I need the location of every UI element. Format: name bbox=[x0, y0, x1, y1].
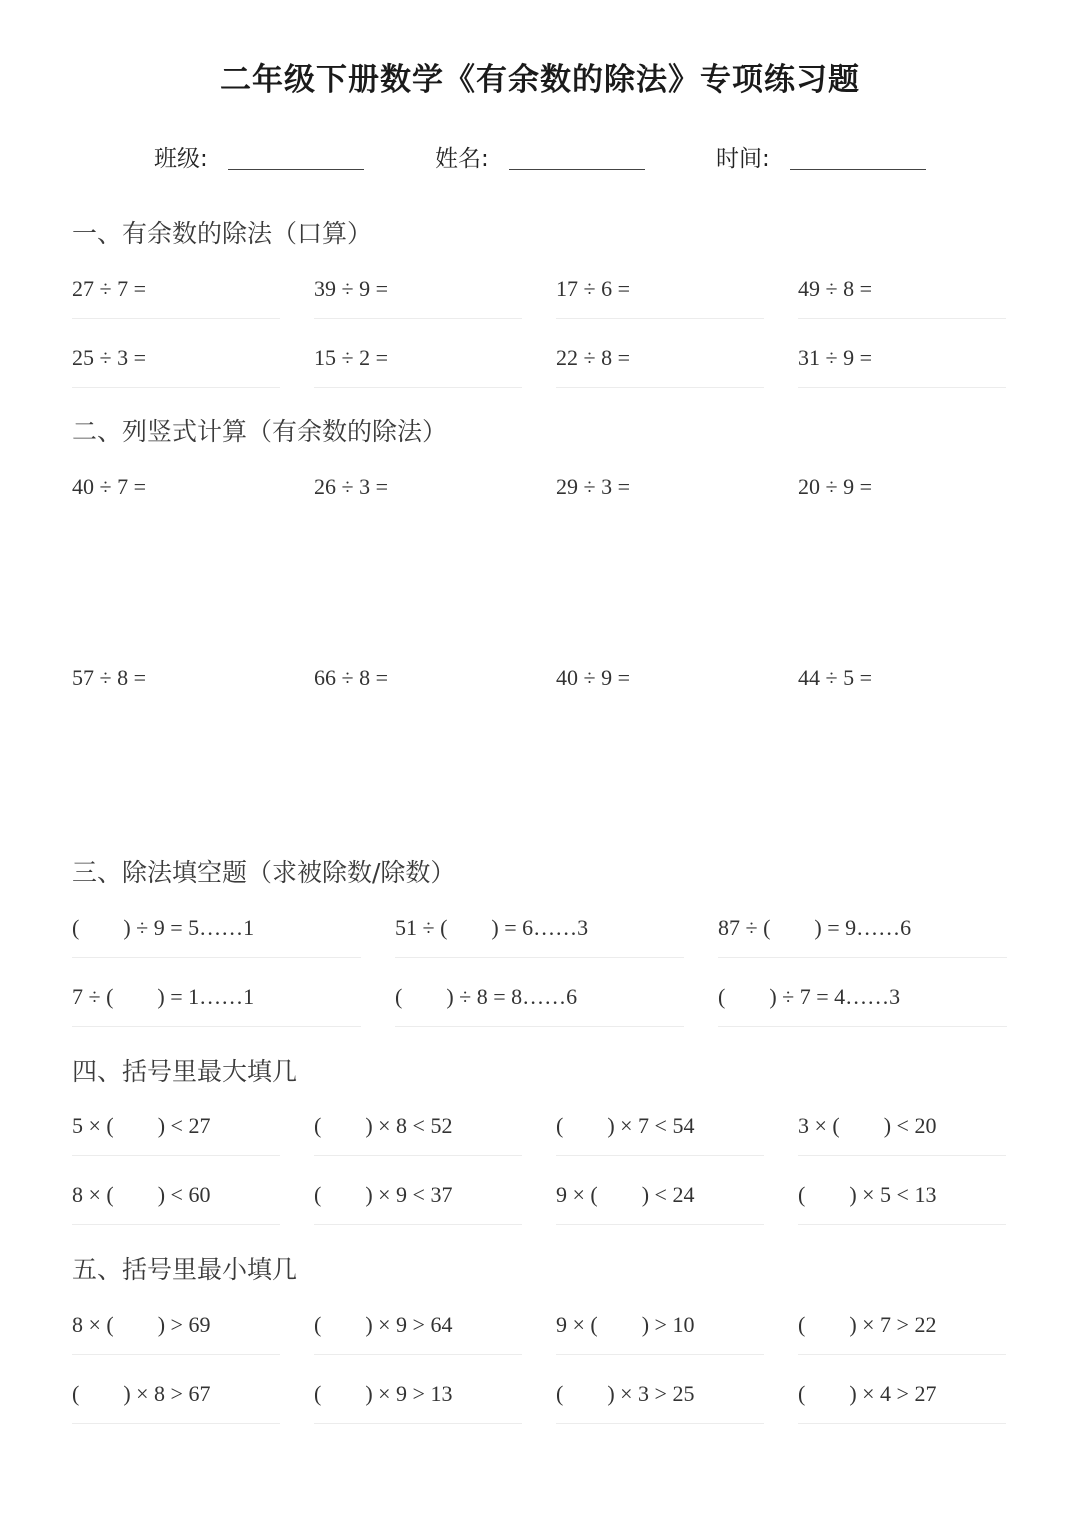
answer-rule-line bbox=[314, 318, 522, 319]
problem-expression: 87 ÷ ( ) = 9……6 bbox=[718, 915, 912, 940]
section-5-title: 五、括号里最小填几 bbox=[72, 1255, 298, 1284]
max-fill-item bbox=[798, 1182, 1006, 1225]
problem-expression: 25 ÷ 3 = bbox=[72, 345, 146, 370]
answer-rule-line bbox=[72, 1224, 280, 1225]
problem-item bbox=[72, 345, 280, 388]
problem-expression: 8 × ( ) < 60 bbox=[72, 1182, 211, 1207]
problem-expression: 49 ÷ 8 = bbox=[798, 276, 872, 301]
section-3-title: 三、除法填空题（求被除数/除数） bbox=[72, 858, 456, 887]
max-fill-item bbox=[314, 1113, 522, 1156]
page-title: 二年级下册数学《有余数的除法》专项练习题 bbox=[220, 62, 860, 98]
problem-expression: ( ) × 8 > 67 bbox=[72, 1381, 211, 1406]
problem-expression: ( ) × 8 < 52 bbox=[314, 1113, 453, 1138]
vertical-calc-item bbox=[798, 474, 1006, 504]
problem-expression: ( ) × 7 < 54 bbox=[556, 1113, 695, 1138]
min-fill-item bbox=[72, 1312, 280, 1355]
problem-expression: 31 ÷ 9 = bbox=[798, 345, 872, 370]
max-fill-item bbox=[556, 1182, 764, 1225]
problem-expression: ( ) × 4 > 27 bbox=[798, 1381, 937, 1406]
fill-blank-item bbox=[718, 984, 1007, 1027]
answer-rule-line bbox=[798, 318, 1006, 319]
problem-expression: 3 × ( ) < 20 bbox=[798, 1113, 937, 1138]
answer-rule-line bbox=[72, 1155, 280, 1156]
problem-expression: 20 ÷ 9 = bbox=[798, 474, 872, 499]
problem-expression: 9 × ( ) < 24 bbox=[556, 1182, 695, 1207]
max-fill-item bbox=[72, 1113, 280, 1156]
min-fill-item bbox=[556, 1381, 764, 1424]
answer-rule-line bbox=[556, 1224, 764, 1225]
answer-rule-line bbox=[72, 318, 280, 319]
time-blank-line bbox=[790, 169, 926, 170]
vertical-calc-item bbox=[72, 665, 280, 695]
problem-expression: ( ) ÷ 9 = 5……1 bbox=[72, 915, 255, 940]
problem-item bbox=[556, 345, 764, 388]
answer-rule-line bbox=[314, 1224, 522, 1225]
answer-rule-line bbox=[556, 387, 764, 388]
problem-expression: 57 ÷ 8 = bbox=[72, 665, 146, 690]
answer-rule-line bbox=[314, 1155, 522, 1156]
min-fill-item bbox=[314, 1312, 522, 1355]
answer-rule-line bbox=[556, 1155, 764, 1156]
problem-expression: ( ) × 7 > 22 bbox=[798, 1312, 937, 1337]
answer-rule-line bbox=[314, 1354, 522, 1355]
name-blank-line bbox=[509, 169, 645, 170]
problem-expression: 29 ÷ 3 = bbox=[556, 474, 630, 499]
student-info-row bbox=[0, 136, 1080, 176]
max-fill-item bbox=[798, 1113, 1006, 1156]
problem-expression: ( ) × 3 > 25 bbox=[556, 1381, 695, 1406]
problem-expression: 39 ÷ 9 = bbox=[314, 276, 388, 301]
section-1-title: 一、有余数的除法（口算） bbox=[72, 219, 373, 248]
problem-item bbox=[314, 345, 522, 388]
answer-rule-line bbox=[314, 387, 522, 388]
answer-rule-line bbox=[395, 957, 684, 958]
problem-expression: 9 × ( ) > 10 bbox=[556, 1312, 695, 1337]
vertical-calc-item bbox=[72, 474, 280, 504]
section-2-title: 二、列竖式计算（有余数的除法） bbox=[72, 417, 448, 446]
answer-rule-line bbox=[556, 1354, 764, 1355]
problem-expression: ( ) × 9 > 64 bbox=[314, 1312, 453, 1337]
problem-expression: 15 ÷ 2 = bbox=[314, 345, 388, 370]
name-label: 姓名: bbox=[435, 146, 489, 172]
fill-blank-item bbox=[395, 915, 684, 958]
min-fill-item bbox=[798, 1312, 1006, 1355]
fill-blank-item bbox=[718, 915, 1007, 958]
answer-rule-line bbox=[798, 1224, 1006, 1225]
answer-rule-line bbox=[556, 318, 764, 319]
max-fill-item bbox=[314, 1182, 522, 1225]
vertical-calc-item bbox=[314, 665, 522, 695]
answer-rule-line bbox=[718, 957, 1007, 958]
answer-rule-line bbox=[798, 1155, 1006, 1156]
problem-expression: 8 × ( ) > 69 bbox=[72, 1312, 211, 1337]
answer-rule-line bbox=[718, 1026, 1007, 1027]
vertical-calc-item bbox=[556, 474, 764, 504]
problem-expression: 5 × ( ) < 27 bbox=[72, 1113, 211, 1138]
problem-expression: ( ) × 5 < 13 bbox=[798, 1182, 937, 1207]
min-fill-item bbox=[798, 1381, 1006, 1424]
problem-expression: ( ) ÷ 8 = 8……6 bbox=[395, 984, 578, 1009]
problem-expression: 44 ÷ 5 = bbox=[798, 665, 872, 690]
answer-rule-line bbox=[72, 387, 280, 388]
answer-rule-line bbox=[72, 1026, 361, 1027]
answer-rule-line bbox=[556, 1423, 764, 1424]
problem-item bbox=[556, 276, 764, 319]
class-blank-line bbox=[228, 169, 364, 170]
problem-expression: 22 ÷ 8 = bbox=[556, 345, 630, 370]
problem-expression: 26 ÷ 3 = bbox=[314, 474, 388, 499]
problem-expression: 66 ÷ 8 = bbox=[314, 665, 388, 690]
problem-expression: 40 ÷ 9 = bbox=[556, 665, 630, 690]
problem-expression: ( ) × 9 < 37 bbox=[314, 1182, 453, 1207]
class-label: 班级: bbox=[154, 146, 208, 172]
vertical-calc-item bbox=[556, 665, 764, 695]
answer-rule-line bbox=[72, 1354, 280, 1355]
answer-rule-line bbox=[798, 1354, 1006, 1355]
section-4-title: 四、括号里最大填几 bbox=[72, 1057, 298, 1086]
fill-blank-item bbox=[72, 984, 361, 1027]
answer-rule-line bbox=[395, 1026, 684, 1027]
answer-rule-line bbox=[798, 1423, 1006, 1424]
fill-blank-item bbox=[72, 915, 361, 958]
answer-rule-line bbox=[72, 957, 361, 958]
max-fill-item bbox=[72, 1182, 280, 1225]
problem-expression: 51 ÷ ( ) = 6……3 bbox=[395, 915, 589, 940]
answer-rule-line bbox=[314, 1423, 522, 1424]
min-fill-item bbox=[72, 1381, 280, 1424]
answer-rule-line bbox=[798, 387, 1006, 388]
min-fill-item bbox=[314, 1381, 522, 1424]
problem-expression: ( ) ÷ 7 = 4……3 bbox=[718, 984, 901, 1009]
answer-rule-line bbox=[72, 1423, 280, 1424]
problem-expression: 17 ÷ 6 = bbox=[556, 276, 630, 301]
problem-item bbox=[72, 276, 280, 319]
min-fill-item bbox=[556, 1312, 764, 1355]
vertical-calc-item bbox=[314, 474, 522, 504]
vertical-calc-item bbox=[798, 665, 1006, 695]
problem-expression: ( ) × 9 > 13 bbox=[314, 1381, 453, 1406]
problem-expression: 7 ÷ ( ) = 1……1 bbox=[72, 984, 255, 1009]
time-label: 时间: bbox=[716, 146, 770, 172]
problem-expression: 27 ÷ 7 = bbox=[72, 276, 146, 301]
problem-expression: 40 ÷ 7 = bbox=[72, 474, 146, 499]
problem-item bbox=[798, 345, 1006, 388]
max-fill-item bbox=[556, 1113, 764, 1156]
problem-item bbox=[798, 276, 1006, 319]
fill-blank-item bbox=[395, 984, 684, 1027]
problem-item bbox=[314, 276, 522, 319]
